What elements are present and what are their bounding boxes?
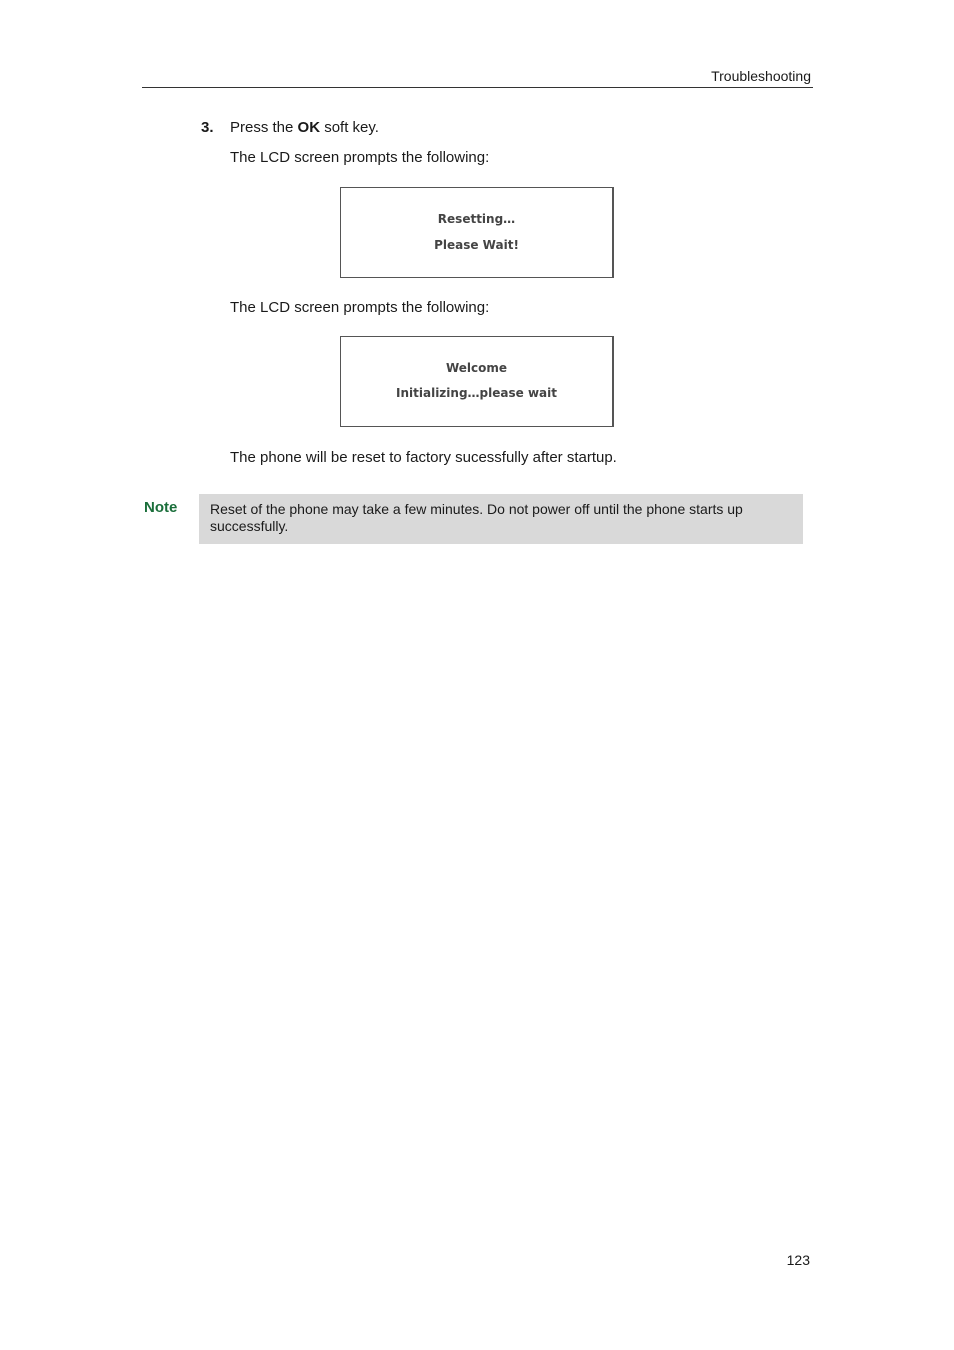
page-number: 123: [786, 1252, 810, 1268]
header-divider: [142, 87, 813, 88]
lcd-line-1: Resetting…: [437, 212, 516, 226]
lcd-prompt-text-2: The LCD screen prompts the following:: [230, 299, 490, 316]
step-text-after: soft key.: [320, 119, 379, 136]
step-number: 3.: [201, 119, 214, 136]
lcd-screen-resetting: [340, 187, 614, 278]
note-box: [199, 494, 803, 544]
lcd-line-1: Welcome: [445, 361, 508, 375]
note-label: Note: [144, 499, 178, 516]
lcd-line-2: Initializing…please wait: [396, 386, 557, 400]
step-instruction: [230, 118, 379, 138]
lcd-line-2: Please Wait!: [434, 238, 519, 252]
note-text: Reset of the phone may take a few minutes. Do not power off until the phone starts up successfully.: [210, 501, 743, 534]
lcd-screen-welcome: [340, 336, 614, 427]
header-section-title: Troubleshooting: [711, 68, 811, 84]
reset-result-text: The phone will be reset to factory sucessfully after startup.: [230, 449, 617, 466]
step-text-before: Press the: [230, 119, 298, 136]
ok-soft-key-label: OK: [297, 119, 321, 136]
lcd-prompt-text-1: The LCD screen prompts the following:: [230, 149, 490, 166]
